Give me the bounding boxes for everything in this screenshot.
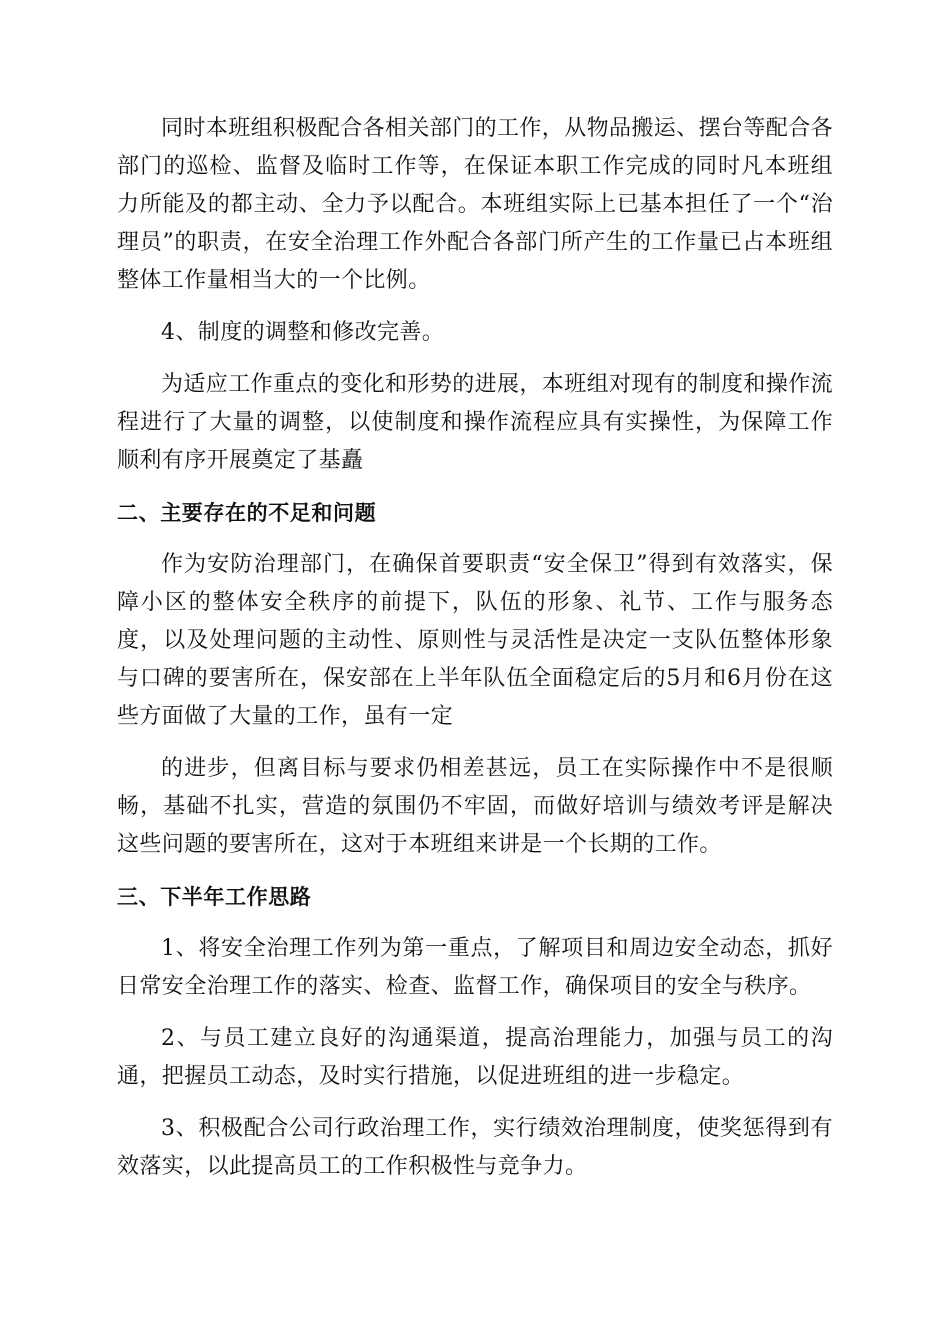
section-heading-problems: 二、主要存在的不足和问题 — [117, 501, 377, 525]
document-body — [117, 110, 833, 1186]
paragraph-system-adjustment-title: 4、制度的调整和修改完善。 — [161, 320, 445, 345]
paragraph-plan-1: 1、将安全治理工作列为第一重点，了解项目和周边安全动态，抓好日常安全治理工作的落实、检查、监督工作，确保项目的安全与秩序。 — [117, 936, 833, 999]
paragraph-cooperation: 同时本班组积极配合各相关部门的工作，从物品搬运、摆台等配合各部门的巡检、监督及临时工作等，在保证本职工作完成的同时凡本班组力所能及的都主动、全力予以配合。本班组实际上已基本担任了一个“治理员”的职责，在安全治理工作外配合各部门所产生的工作量已占本班组整体工作量相当大的一个比例。 — [117, 116, 834, 293]
paragraph-problems-1: 作为安防治理部门，在确保首要职责“安全保卫”得到有效落实，保障小区的整体安全秩序的前提下，队伍的形象、礼节、工作与服务态度，以及处理问题的主动性、原则性与灵活性是决定一支队伍整体形象与口碑的要害所在，保安部在上半年队伍全面稳定后的5月和6月份在这些方面做了大量的工作，虽有一定 — [117, 552, 833, 729]
paragraph-system-adjustment: 为适应工作重点的变化和形势的进展，本班组对现有的制度和操作流程进行了大量的调整，以使制度和操作流程应具有实操性，为保障工作顺利有序开展奠定了基矗 — [117, 372, 834, 473]
paragraph-plan-2: 2、与员工建立良好的沟通渠道，提高治理能力，加强与员工的沟通，把握员工动态，及时实行措施，以促进班组的进一步稳定。 — [117, 1026, 833, 1089]
paragraph-plan-3: 3、积极配合公司行政治理工作，实行绩效治理制度，使奖惩得到有效落实，以此提高员工的工作积极性与竞争力。 — [117, 1116, 833, 1179]
paragraph-problems-2: 的进步，但离目标与要求仍相差甚远，员工在实际操作中不是很顺畅，基础不扎实，营造的氛围仍不牢固，而做好培训与绩效考评是解决这些问题的要害所在，这对于本班组来讲是一个长期的工作。 — [117, 756, 833, 857]
section-heading-plan: 三、下半年工作思路 — [117, 885, 312, 909]
